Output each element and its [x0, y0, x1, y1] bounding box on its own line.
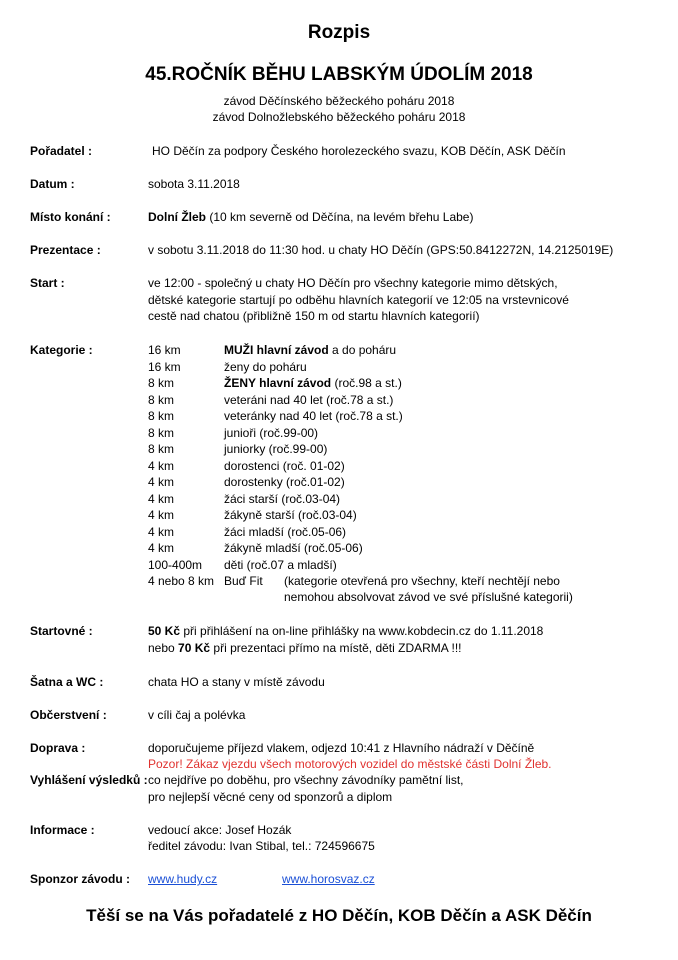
fee-online: 50 Kč — [148, 624, 181, 638]
category-detail: veteráni nad 40 let (roč.78 a st.) — [224, 393, 394, 407]
category-name — [224, 375, 402, 392]
category-distance: 4 km — [148, 525, 175, 539]
category-detail: dorostenci (roč. 01-02) — [224, 459, 345, 473]
cup-line-2: závod Dolnožlebského běžeckého poháru 2018 — [212, 110, 466, 124]
category-distance: 16 km — [148, 343, 181, 357]
transport-value: doporučujeme příjezd vlakem, odjezd 10:41 z Hlavního nádraží v Děčíně — [148, 741, 535, 755]
race-title: 45.ROČNÍK BĚHU LABSKÝM ÚDOLÍM 2018 — [145, 64, 533, 85]
sponsor-link-hudy[interactable]: www.hudy.cz — [148, 872, 218, 886]
venue-value — [148, 209, 473, 226]
category-detail: žákyně starší (roč.03-04) — [224, 508, 357, 522]
refreshment-value: v cíli čaj a polévka — [148, 708, 246, 722]
cup-line-1: závod Děčínského běžeckého poháru 2018 — [223, 94, 455, 108]
fit-desc-2: nemohou absolvovat závod ve své příslušné kategorii) — [284, 590, 573, 604]
category-name — [224, 359, 307, 376]
results-label: Vyhlášení výsledků : — [30, 773, 148, 787]
venue-name: Dolní Žleb — [148, 210, 206, 224]
category-detail: ženy do poháru — [224, 360, 307, 374]
category-detail: žáci starší (roč.03-04) — [224, 492, 341, 506]
date-value: sobota 3.11.2018 — [148, 177, 240, 191]
fee-line-1 — [148, 623, 543, 640]
category-detail: děti (roč.07 a mladší) — [224, 558, 337, 572]
wardrobe-label: Šatna a WC : — [30, 675, 104, 689]
organizer-value: HO Děčín za podpory Českého horolezeckého svazu, KOB Děčín, ASK Děčín — [152, 144, 566, 158]
category-distance: 8 km — [148, 376, 175, 390]
organizer-label: Pořadatel : — [30, 144, 93, 158]
category-distance: 4 km — [148, 475, 175, 489]
transport-label: Doprava : — [30, 741, 86, 755]
fee-line-2 — [148, 640, 461, 657]
category-detail: juniorky (roč.99-00) — [224, 442, 328, 456]
category-distance: 8 km — [148, 442, 175, 456]
category-name — [224, 491, 340, 508]
venue-label: Místo konání : — [30, 210, 111, 224]
category-distance: 4 km — [148, 508, 175, 522]
category-name — [224, 441, 327, 458]
venue-detail: (10 km severně od Děčína, na levém břehu Labe) — [206, 210, 474, 224]
fee-online-text: při přihlášení na on-line přihlášky na www.kobdecin.cz do 1.11.2018 — [180, 624, 544, 638]
category-distance: 8 km — [148, 393, 175, 407]
category-name — [224, 540, 363, 557]
date-label: Datum : — [30, 177, 75, 191]
start-label: Start : — [30, 276, 65, 290]
footer-greeting: Těší se na Vás pořadatelé z HO Děčín, KOB Děčín a ASK Děčín — [86, 906, 592, 925]
doc-title: Rozpis — [307, 22, 371, 43]
category-distance: 100-400m — [148, 558, 203, 572]
refreshment-label: Občerstvení : — [30, 708, 107, 722]
sponsor-label: Sponzor závodu : — [30, 872, 130, 886]
fit-name: Buď Fit — [224, 574, 263, 588]
fee-onsite: 70 Kč — [178, 641, 211, 655]
fee-label: Startovné : — [30, 624, 93, 638]
fee-prefix: nebo — [148, 641, 179, 655]
category-name — [224, 408, 403, 425]
category-distance: 16 km — [148, 360, 181, 374]
category-distance: 8 km — [148, 409, 175, 423]
category-name — [224, 507, 357, 524]
category-distance: 4 km — [148, 492, 175, 506]
info-line-1: vedoucí akce: Josef Hozák — [148, 823, 292, 837]
category-distance: 4 km — [148, 541, 175, 555]
fit-distance: 4 nebo 8 km — [148, 574, 215, 588]
category-name — [224, 392, 393, 409]
category-main-race: ŽENY hlavní závod — [224, 376, 332, 390]
wardrobe-value: chata HO a stany v místě závodu — [148, 675, 325, 689]
category-main-race: MUŽI hlavní závod — [224, 343, 329, 357]
registration-value: v sobotu 3.11.2018 do 11:30 hod. u chaty HO Děčín (GPS:50.8412272N, 14.2125019E) — [148, 243, 614, 257]
categories-label: Kategorie : — [30, 343, 93, 357]
sponsor-link-horosvaz[interactable]: www.horosvaz.cz — [282, 872, 375, 886]
fit-desc-1: (kategorie otevřená pro všechny, kteří nechtějí nebo — [284, 574, 560, 588]
category-detail: veteránky nad 40 let (roč.78 a st.) — [224, 409, 403, 423]
category-detail: a do poháru — [328, 343, 397, 357]
category-distance: 4 km — [148, 459, 175, 473]
category-name — [224, 557, 337, 574]
registration-label: Prezentace : — [30, 243, 101, 257]
results-line-2: pro nejlepší věcné ceny od sponzorů a diplom — [148, 790, 393, 804]
category-name — [224, 474, 345, 491]
category-distance: 8 km — [148, 426, 175, 440]
category-detail: junioři (roč.99-00) — [224, 426, 319, 440]
category-name — [224, 342, 396, 359]
info-line-2: ředitel závodu: Ivan Stibal, tel.: 724596675 — [148, 839, 375, 853]
results-line-1: co nejdříve po doběhu, pro všechny závodníky pamětní list, — [148, 773, 464, 787]
start-line-1: ve 12:00 - společný u chaty HO Děčín pro všechny kategorie mimo dětských, — [148, 276, 558, 290]
category-name — [224, 425, 318, 442]
fee-onsite-text: při prezentaci přímo na místě, děti ZDARMA !!! — [210, 641, 462, 655]
category-name — [224, 524, 346, 541]
start-line-3: cestě nad chatou (přibližně 150 m od startu hlavních kategorií) — [148, 309, 480, 323]
category-detail: žáci mladší (roč.05-06) — [224, 525, 347, 539]
category-detail: žákyně mladší (roč.05-06) — [224, 541, 363, 555]
info-label: Informace : — [30, 823, 95, 837]
transport-warning: Pozor! Zákaz vjezdu všech motorových vozidel do městské části Dolní Žleb. — [148, 757, 552, 771]
category-name — [224, 458, 345, 475]
category-detail: (roč.98 a st.) — [331, 376, 402, 390]
start-line-2: dětské kategorie startují po odběhu hlavních kategorií ve 12:05 na vrstevnicové — [148, 293, 569, 307]
category-detail: dorostenky (roč.01-02) — [224, 475, 345, 489]
